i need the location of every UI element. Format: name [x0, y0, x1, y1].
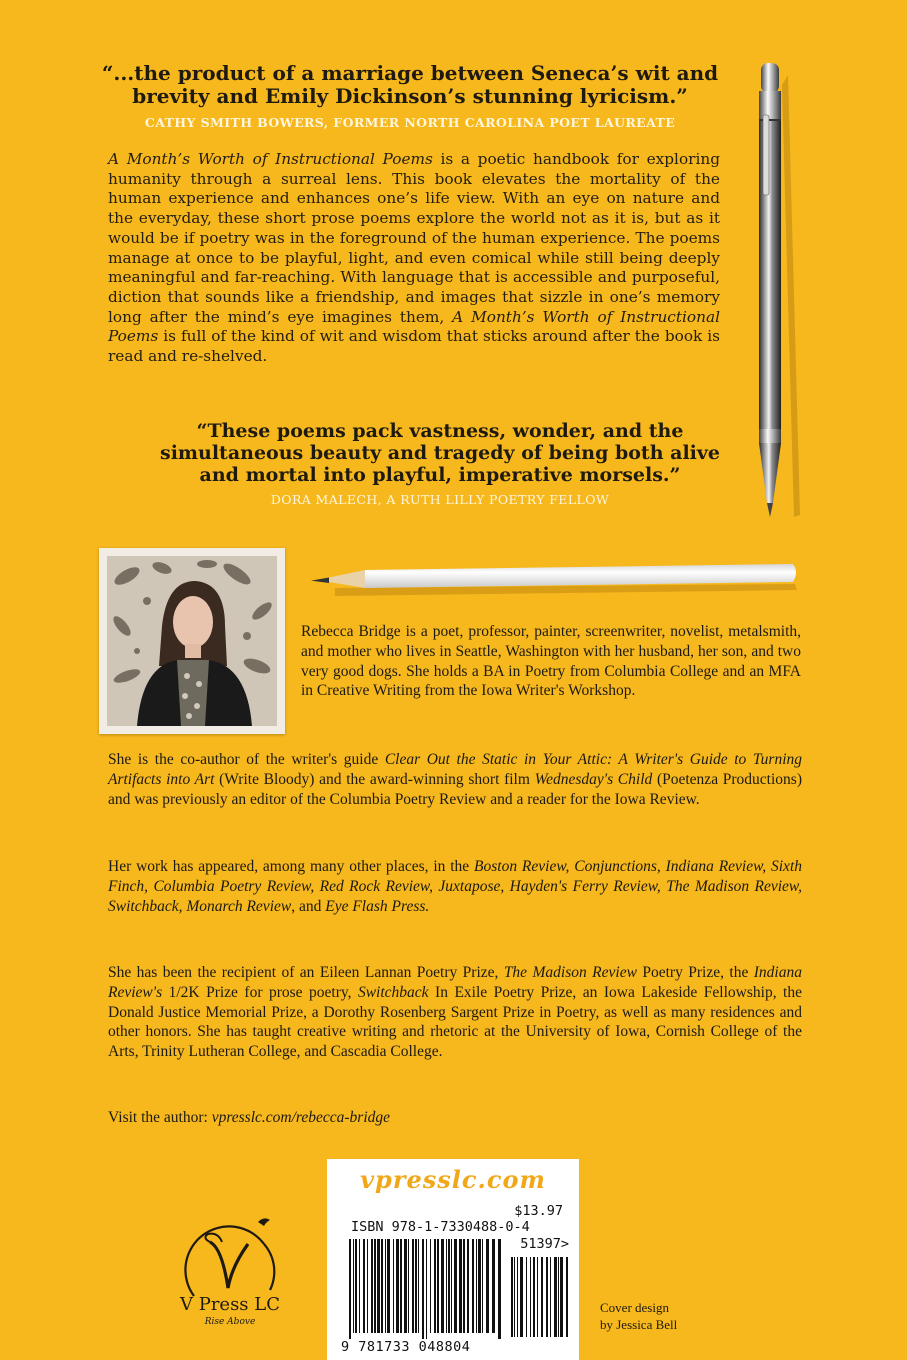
pencil-body — [365, 564, 796, 588]
bio-text: Poetry Prize, the — [636, 964, 754, 981]
publication-list: Boston Review, Conjunctions, Indiana Review, Sixth Finch, Columbia Poetry Review, Red Rock Review, Juxtapose, Hayden's Ferry Review, The Madison Review, Switchback, Monarch Review — [108, 858, 802, 915]
description-part-2: is full of the kind of wit and wisdom that sticks around after the book is read and re-shelved. — [108, 327, 720, 366]
pencil-illustration — [305, 556, 805, 608]
top-quote-text: “...the product of a marriage between Seneca’s wit and brevity and Emily Dickinson’s stunning lyricism.” — [101, 61, 719, 108]
barcode-bar — [514, 1257, 515, 1337]
barcode-bar — [367, 1239, 368, 1333]
bio-text: Her work has appeared, among many other places, in the — [108, 858, 475, 875]
barcode-bar — [415, 1239, 417, 1333]
barcode-bar — [526, 1257, 527, 1337]
barcode-bar — [441, 1239, 444, 1333]
barcode-bar — [537, 1257, 538, 1337]
barcode-bar — [393, 1239, 394, 1333]
description-part-1: is a poetic handbook for exploring humanity through a surreal lens. This book elevates the mortality of the human experience and enhances one’s life view. With an eye on nature and the everyday, these short prose poems explore the world not as it is, but as it would be if poetry was in the foreground of the human experience. The poems manage at once to be playful, light, and even comical while still being deeply meaningful and far-reaching. With language that is accessible and purposeful, diction that sounds like a friendship, and images that sizzle in one’s memory long after the mind’s eye imagines them, — [108, 150, 720, 326]
book-title: Clear Out the Static in Your Attic: A Writer's Guide to Turning Artifacts into Art — [108, 751, 803, 788]
bio-text: (Write Bloody) and the award-winning short film — [214, 770, 535, 788]
middle-quote-attribution: DORA MALECH, A RUTH LILLY POETRY FELLOW — [270, 492, 610, 507]
book-description — [108, 150, 720, 367]
pen-illustration — [748, 55, 808, 525]
barcode-bar — [520, 1257, 523, 1337]
barcode-bar — [363, 1239, 365, 1333]
barcode-bar — [349, 1239, 351, 1339]
barcode-bar — [554, 1257, 557, 1337]
barcode-bar — [377, 1239, 380, 1333]
publication-name: The Madison Review — [503, 964, 637, 981]
author-bio: Rebecca Bridge is a poet, professor, painter, screenwriter, novelist, metalsmith, and mother who lives in Seattle, Washington with her husband, her son, and two very good dogs. She holds a BA in Poetry from Columbia College and an MFA in Creative Writing from the Iowa Writer's Workshop. — [301, 623, 801, 700]
publication-name: Indiana Review's — [108, 964, 802, 1001]
barcode-bar — [482, 1239, 483, 1333]
bio-text: 1/2K Prize for prose poetry, — [162, 983, 358, 1001]
barcode-bars — [349, 1239, 571, 1339]
book-title-italic-2: A Month’s Worth of Instructional Poems — [108, 307, 720, 346]
credit-line-2: by Jessica Bell — [600, 1317, 678, 1332]
barcode-bar — [454, 1239, 457, 1333]
barcode-bar — [511, 1257, 513, 1337]
barcode-bar — [353, 1239, 354, 1333]
price: $13.97 — [514, 1203, 563, 1219]
cover-design-credit — [600, 1299, 740, 1333]
isbn: ISBN 978-1-7330488-0-4 — [351, 1219, 530, 1235]
bio-text: In Exile Poetry Prize, an Iowa Lakeside Fellowship, the Donald Justice Memorial Prize, a Dorothy Rosenberg Sargent Prize in Poetry, as well as many residences and other honors. She has taught creative writing and rhetoric at the University of Iowa, Cornish College of the Arts, Trinity Lutheran College, and Cascadia College. — [108, 983, 802, 1061]
barcode-bar — [404, 1239, 407, 1333]
barcode-bar — [371, 1239, 373, 1333]
barcode-bar — [463, 1239, 465, 1333]
author-website-link[interactable]: vpresslc.com/rebecca-bridge — [211, 1109, 391, 1126]
barcode-bar — [478, 1239, 481, 1333]
ean-number: 9 781733 048804 — [341, 1339, 471, 1355]
barcode-bar — [448, 1239, 450, 1333]
film-title: Wednesday's Child — [534, 770, 653, 788]
barcode-panel — [327, 1159, 579, 1360]
barcode-bar — [355, 1239, 357, 1333]
barcode-bar — [400, 1239, 402, 1333]
barcode-bar — [467, 1239, 469, 1333]
author-photo — [99, 548, 285, 734]
barcode-bar — [530, 1257, 531, 1337]
barcode-bar — [437, 1239, 439, 1333]
logo-v-letter — [210, 1242, 248, 1288]
publisher-logo — [160, 1208, 300, 1352]
barcode-bar — [546, 1257, 548, 1337]
book-title-italic: A Month’s Worth of Instructional Poems — [108, 150, 433, 168]
bird-icon — [258, 1218, 270, 1226]
top-quote-attribution: CATHY SMITH BOWERS, FORMER NORTH CAROLINA POET LAUREATE — [144, 115, 676, 130]
barcode-bar — [492, 1239, 495, 1333]
middle-quote-block — [160, 420, 720, 511]
barcode-bar — [408, 1239, 409, 1333]
barcode-bar — [566, 1257, 568, 1337]
credit-line-1: Cover design — [600, 1300, 669, 1315]
pen-clicker — [761, 63, 779, 93]
bio-text: She is the co-author of the writer's guide — [108, 751, 385, 768]
bio-text: , and — [291, 897, 326, 915]
author-face — [173, 596, 213, 648]
visit-label: Visit the author: — [108, 1109, 212, 1126]
middle-quote-text: “These poems pack vastness, wonder, and the simultaneous beauty and tragedy of being both alive and mortal into playful, imperative morsels.” — [160, 420, 721, 486]
publication-name: Eye Flash Press. — [325, 897, 430, 915]
publisher-name: V Press LC — [179, 1294, 280, 1315]
bio-paragraph-awards — [108, 963, 802, 1062]
publication-name: Switchback — [357, 983, 429, 1001]
barcode-bar — [498, 1239, 501, 1339]
barcode-bar — [533, 1257, 535, 1337]
barcode-bar — [560, 1257, 563, 1337]
barcode-bar — [374, 1239, 376, 1333]
barcode-bar — [418, 1239, 419, 1333]
barcode-bar — [472, 1239, 474, 1333]
barcode-bar — [550, 1257, 551, 1337]
pen-barrel — [759, 121, 781, 431]
barcode-bar — [396, 1239, 399, 1333]
bio-paragraph-publications — [108, 857, 802, 916]
barcode-bar — [451, 1239, 452, 1333]
barcode-bar — [459, 1239, 462, 1333]
barcode-bar — [422, 1239, 424, 1339]
barcode-bar — [412, 1239, 414, 1333]
barcode-bar — [486, 1239, 489, 1333]
barcode-bar — [517, 1257, 518, 1337]
addon-number: 51397> — [520, 1236, 569, 1252]
publisher-tagline: Rise Above — [204, 1317, 256, 1327]
barcode-bar — [446, 1239, 447, 1333]
barcode-bar — [426, 1239, 427, 1339]
barcode-bar — [434, 1239, 436, 1333]
barcode-bar — [476, 1239, 477, 1333]
barcode-bar — [385, 1239, 386, 1333]
bio-paragraph-coauthor — [108, 750, 802, 809]
publisher-website[interactable]: vpresslc.com — [360, 1165, 546, 1194]
author-website-line — [108, 1108, 802, 1128]
bio-text: (Poetenza Productions) and was previously an editor of the Columbia Poetry Review and a reader for the Iowa Review. — [108, 770, 802, 808]
barcode-bar — [541, 1257, 543, 1337]
pen-clip — [763, 115, 769, 195]
barcode-bar — [558, 1257, 559, 1337]
barcode-bar — [430, 1239, 431, 1333]
barcode-bar — [387, 1239, 390, 1333]
bio-text: She has been the recipient of an Eileen Lannan Poetry Prize, — [108, 964, 504, 981]
barcode-bar — [359, 1239, 360, 1333]
barcode-bar — [381, 1239, 383, 1333]
top-quote-block — [100, 62, 720, 134]
